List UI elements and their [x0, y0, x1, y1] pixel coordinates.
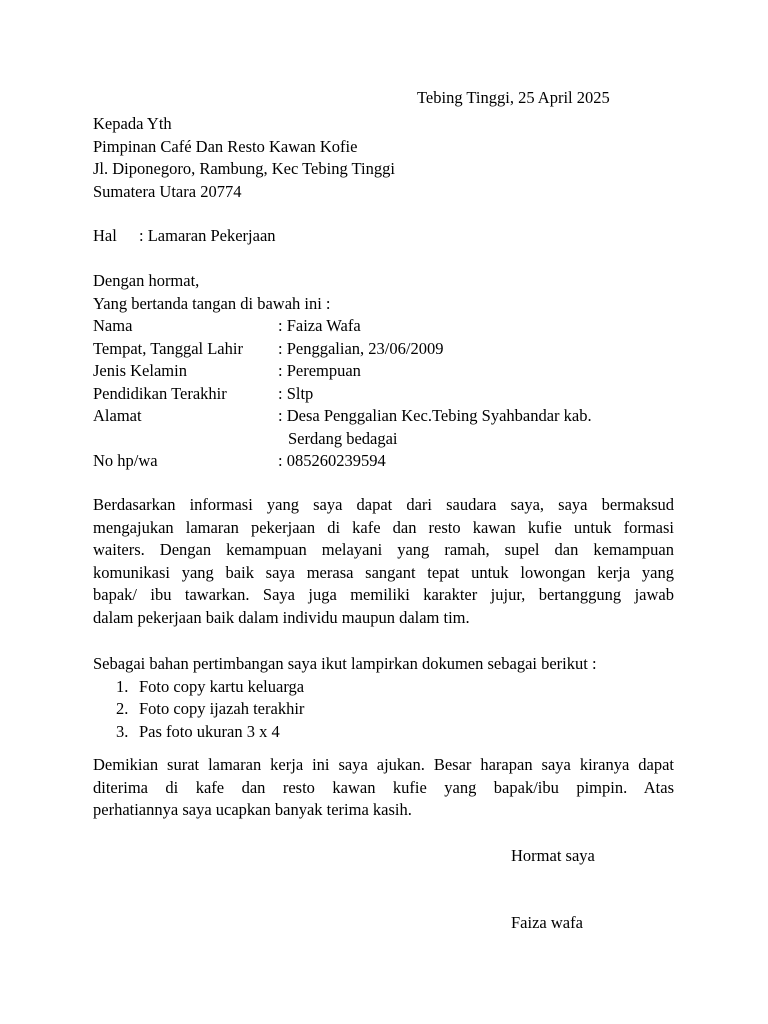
detail-label: Alamat: [93, 406, 142, 425]
attachment-number: 3.: [116, 721, 129, 741]
recipient-line-3: Jl. Diponegoro, Rambung, Kec Tebing Tinggi: [93, 159, 395, 178]
detail-value-continued: Serdang bedagai: [288, 428, 398, 448]
intro-line: Yang bertanda tangan di bawah ini :: [93, 293, 331, 313]
attachment-text: Pas foto ukuran 3 x 4: [139, 721, 280, 741]
letter-date: Tebing Tinggi, 25 April 2025: [417, 88, 610, 107]
detail-value: : Faiza Wafa: [278, 316, 361, 335]
recipient-line-4: Sumatera Utara 20774: [93, 181, 242, 201]
detail-label: No hp/wa: [93, 451, 158, 470]
paragraph-line: Demikian surat lamaran kerja ini saya ajukan. Besar harapan saya kiranya dapat: [93, 755, 674, 774]
detail-value: : Perempuan: [278, 361, 361, 380]
attachments-intro: Sebagai bahan pertimbangan saya ikut lampirkan dokumen sebagai berikut :: [93, 654, 597, 673]
paragraph-line: mengajukan lamaran pekerjaan di kafe dan resto kawan kufie untuk formasi: [93, 517, 674, 537]
body-paragraph-1: [93, 494, 674, 629]
detail-label: Tempat, Tanggal Lahir: [93, 338, 243, 358]
detail-label: Pendidikan Terakhir: [93, 383, 227, 403]
paragraph-line: waiters. Dengan kemampuan melayani yang ramah, supel dan kemampuan: [93, 540, 674, 559]
detail-value: : Penggalian, 23/06/2009: [278, 338, 444, 358]
paragraph-line: komunikasi yang baik saya merasa sangant tepat untuk lowongan kerja yang: [93, 562, 674, 582]
attachment-text: Foto copy ijazah terakhir: [139, 699, 305, 718]
paragraph-line: dalam pekerjaan baik dalam individu maupun dalam tim.: [93, 607, 470, 627]
paragraph-line: bapak/ ibu tawarkan. Saya juga memiliki karakter jujur, bertanggung jawab: [93, 585, 674, 604]
paragraph-line: Berdasarkan informasi yang saya dapat dari saudara saya, saya bermaksud: [93, 495, 674, 514]
body-paragraph-2: [93, 754, 674, 822]
detail-label: Jenis Kelamin: [93, 361, 187, 380]
attachment-text: Foto copy kartu keluarga: [139, 676, 305, 696]
detail-row-address: [93, 405, 675, 450]
signature-name: Faiza wafa: [511, 913, 583, 932]
detail-value: : Sltp: [278, 383, 314, 403]
detail-value: : Desa Penggalian Kec.Tebing Syahbandar kab.: [278, 406, 592, 425]
closing-phrase: Hormat saya: [511, 846, 595, 865]
detail-label: Nama: [93, 316, 133, 335]
subject-value: : Lamaran Pekerjaan: [139, 226, 276, 245]
paragraph-line: diterima di kafe dan resto kawan kufie yang bapak/ibu pimpin. Atas: [93, 777, 674, 797]
attachment-number: 1.: [116, 676, 129, 696]
attachment-number: 2.: [116, 699, 129, 718]
recipient-line-1: Kepada Yth: [93, 114, 172, 133]
paragraph-line: perhatiannya saya ucapkan banyak terima kasih.: [93, 800, 412, 819]
subject-label: Hal: [93, 226, 117, 245]
detail-value: : 085260239594: [278, 451, 386, 470]
salutation: Dengan hormat,: [93, 271, 200, 290]
recipient-line-2: Pimpinan Café Dan Resto Kawan Kofie: [93, 136, 358, 156]
